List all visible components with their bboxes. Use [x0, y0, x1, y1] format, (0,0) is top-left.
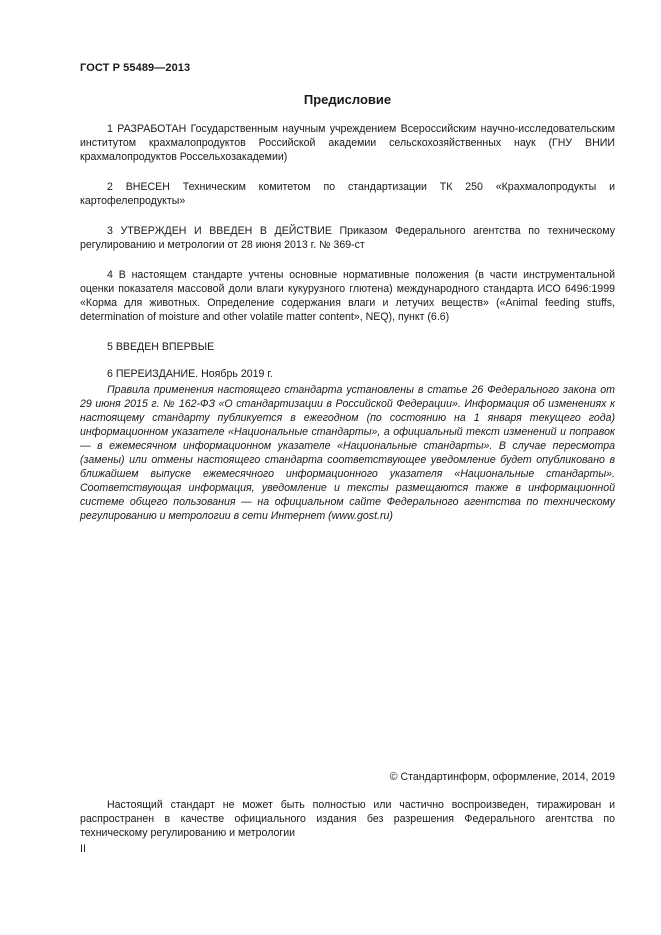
foreword-item-3: 3 УТВЕРЖДЕН И ВВЕДЕН В ДЕЙСТВИЕ Приказом Федерального агентства по техническому регулированию и метрологии от 28 июня 2013 г. № 369-ст [80, 225, 615, 251]
foreword-items [80, 122, 615, 397]
reproduction-notice: Настоящий стандарт не может быть полностью или частично воспроизведен, тиражирован и распространен в качестве официального издания без разрешения Федерального агентства по техническому регулированию и метрологии [80, 799, 615, 839]
foreword-item-6: 6 ПЕРЕИЗДАНИЕ. Ноябрь 2019 г. [107, 368, 273, 380]
foreword-item-1: 1 РАЗРАБОТАН Государственным научным учреждением Всероссийским научно-исследовательским институтом крахмалопродуктов Российской академии сельскохозяйственных наук (ГНУ ВНИИ крахмалопродуктов Россельхозакадемии) [80, 123, 615, 163]
standard-usage-notice: Правила применения настоящего стандарта установлены в статье 26 Федерального закона от 29 июня 2015 г. № 162-ФЗ «О стандартизации в Российской Федерации». Информация об изменениях к настоящему стандарту публикуется в ежегодном (по состоянию на 1 января текущего года) информационном указателе «Национальные стандарты», а официальный текст изменений и поправок — в ежемесячном информационном указателе «Национальные стандарты». В случае пересмотра (замены) или отмены настоящего стандарта соответствующее уведомление будет опубликовано в ближайшем выпуске ежемесячного информационного указателя «Национальные стандарты». Соответствующая информация, уведомление и тексты размещаются также в информационной системе общего пользования — на официальном сайте Федерального агентства по техническому регулированию и метрологии в сети Интернет (www.gost.ru) [80, 384, 615, 522]
document-page [80, 0, 615, 935]
foreword-item-2: 2 ВНЕСЕН Техническим комитетом по стандартизации ТК 250 «Крахмалопродукты и картофелепродукты» [80, 181, 615, 207]
page-number: II [80, 843, 86, 855]
foreword-item-5: 5 ВВЕДЕН ВПЕРВЫЕ [107, 341, 215, 353]
copyright-line: © Стандартинформ, оформление, 2014, 2019 [389, 771, 615, 783]
page-title: Предисловие [303, 92, 392, 107]
foreword-item-4: 4 В настоящем стандарте учтены основные нормативные положения (в части инструментальной оценки показателя массовой доли влаги кукурузного глютена) международного стандарта ИСО 6496:1999 «Корма для животных. Определение содержания влаги и летучих веществ» («Animal feeding stuffs, determination of moisture and other volatile matter content», NEQ), пункт (6.6) [80, 269, 615, 323]
doc-code: ГОСТ Р 55489—2013 [80, 62, 191, 74]
